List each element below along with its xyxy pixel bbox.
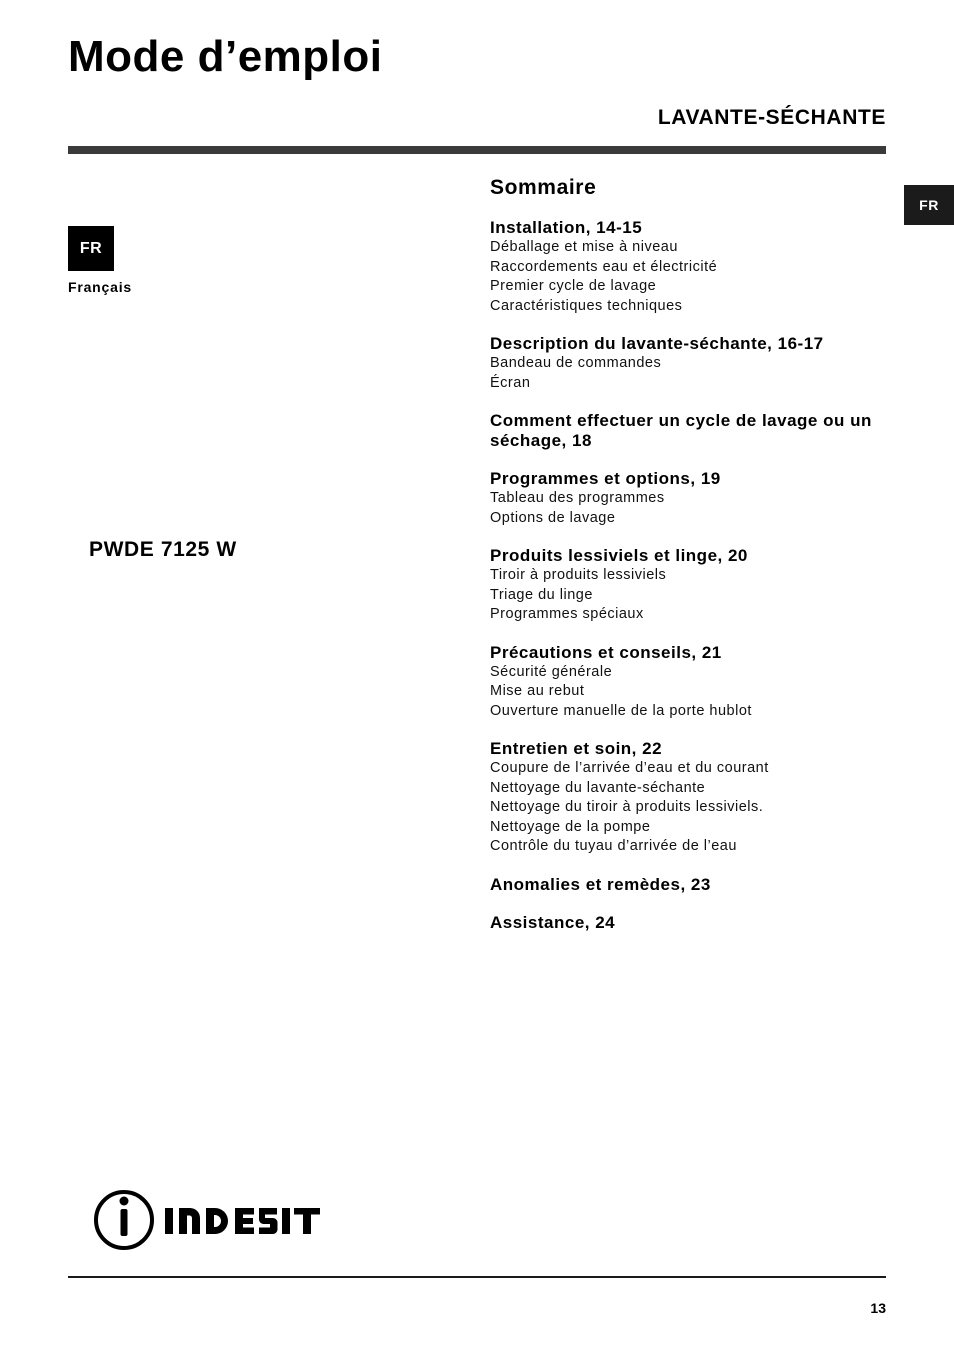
page-number: 13 [870, 1300, 886, 1316]
toc-section-title[interactable]: Comment effectuer un cycle de lavage ou un séchage, 18 [490, 411, 872, 450]
toc-subsection[interactable]: Programmes spéciaux [490, 606, 644, 622]
toc-section-title[interactable]: Description du lavante-séchante, 16-17 [490, 334, 824, 353]
toc-subsection[interactable]: Triage du linge [490, 586, 593, 603]
toc-section [490, 411, 910, 451]
toc-section [490, 913, 910, 933]
toc-section-title[interactable]: Installation, 14-15 [490, 218, 643, 237]
toc-subsection[interactable]: Coupure de l’arrivée d’eau et du courant [490, 760, 769, 776]
product-type-heading: LAVANTE-SÉCHANTE [657, 106, 886, 129]
toc-subsection[interactable]: Caractéristiques techniques [490, 297, 683, 314]
toc-section-title[interactable]: Précautions et conseils, 21 [490, 642, 722, 662]
toc-subsection[interactable]: Bandeau de commandes [490, 355, 662, 371]
toc-subsection[interactable]: Nettoyage du lavante-séchante [490, 779, 706, 796]
toc-section [490, 218, 910, 316]
model-number: PWDE 7125 W [89, 538, 237, 561]
toc-section-title[interactable]: Anomalies et remèdes, 23 [490, 874, 711, 894]
toc-subsection[interactable]: Nettoyage du tiroir à produits lessiviels. [490, 799, 764, 815]
toc-section [490, 469, 910, 528]
header-divider [68, 146, 886, 154]
toc-section-title[interactable]: Programmes et options, 19 [490, 469, 721, 488]
toc-subsection[interactable]: Sécurité générale [490, 663, 613, 680]
footer-divider [68, 1276, 886, 1278]
toc-subsection[interactable]: Nettoyage de la pompe [490, 818, 651, 835]
toc-section-title[interactable]: Produits lessiviels et linge, 20 [490, 546, 748, 565]
toc-subsection[interactable]: Premier cycle de lavage [490, 278, 657, 294]
toc-section-title[interactable]: Entretien et soin, 22 [490, 739, 663, 758]
toc-subsection[interactable]: Raccordements eau et électricité [490, 258, 718, 275]
toc-subsection[interactable]: Mise au rebut [490, 683, 585, 699]
toc-section [490, 643, 910, 722]
toc-subsection[interactable]: Options de lavage [490, 509, 616, 526]
language-side-tab[interactable]: FR [904, 185, 954, 225]
toc-subsection[interactable]: Tiroir à produits lessiviels [490, 567, 667, 583]
toc-section [490, 875, 910, 895]
toc-section [490, 334, 910, 393]
toc-subsection[interactable]: Écran [490, 374, 531, 391]
toc-section-title[interactable]: Assistance, 24 [490, 912, 616, 932]
table-of-contents [490, 174, 910, 951]
toc-subsection[interactable]: Déballage et mise à niveau [490, 239, 678, 255]
toc-section [490, 739, 910, 857]
toc-section-list [490, 218, 910, 933]
toc-section [490, 546, 910, 625]
toc-heading: Sommaire [490, 176, 597, 199]
toc-subsection[interactable]: Ouverture manuelle de la porte hublot [490, 702, 752, 719]
indesit-logo [92, 1188, 324, 1252]
language-code-badge: FR [68, 226, 114, 271]
language-name: Français [68, 279, 132, 295]
toc-subsection[interactable]: Tableau des programmes [490, 490, 665, 506]
page-title: Mode d’emploi [68, 32, 383, 81]
toc-subsection[interactable]: Contrôle du tuyau d’arrivée de l’eau [490, 838, 737, 854]
